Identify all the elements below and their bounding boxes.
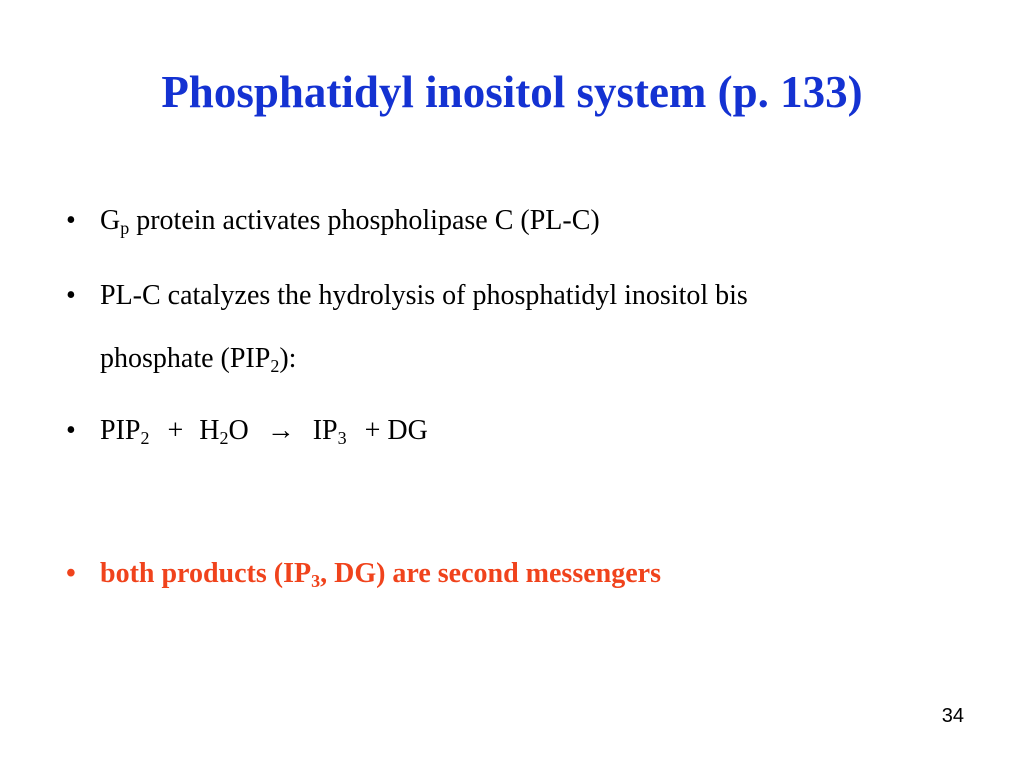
page-number: 34 [941, 705, 964, 727]
subscript-p: p [120, 218, 130, 238]
plus-symbol: + [167, 415, 184, 446]
eq-h: H [199, 415, 220, 446]
bullet-text-line1: PL-C catalyzes the hydrolysis of phosphatidyl inositol bis [100, 280, 748, 311]
arrow-right-icon: → [266, 415, 295, 446]
text-g: G [100, 205, 121, 236]
eq-sub-2: 2 [140, 428, 150, 448]
text-both-products: both products (IP [100, 558, 312, 589]
bullet-dot: • [66, 558, 76, 589]
text-phosphate-pip: phosphate (PIP [100, 343, 271, 374]
eq-pip: PIP [100, 415, 141, 446]
eq-o: O [228, 415, 249, 446]
text-close-paren: ): [279, 343, 297, 374]
eq-sub-2: 2 [219, 428, 229, 448]
text-protein-activates: protein activates phospholipase C (PL-C) [129, 205, 600, 236]
bullet-dot: • [66, 280, 76, 311]
eq-ip: IP [312, 415, 338, 446]
eq-sub-3: 3 [337, 428, 347, 448]
bullet-dot: • [66, 415, 76, 446]
text-are-second-messengers: , DG) are second messengers [320, 558, 661, 589]
subscript-3: 3 [311, 571, 321, 591]
bullet-text [100, 558, 960, 591]
eq-plus-dg: + DG [364, 415, 428, 446]
equation [100, 415, 960, 448]
bullet-text-line2 [100, 343, 296, 375]
bullet-dot: • [66, 205, 76, 236]
bullet-text [100, 205, 960, 238]
slide-title: Phosphatidyl inositol system (p. 133) [161, 67, 863, 117]
subscript-2: 2 [270, 356, 280, 376]
